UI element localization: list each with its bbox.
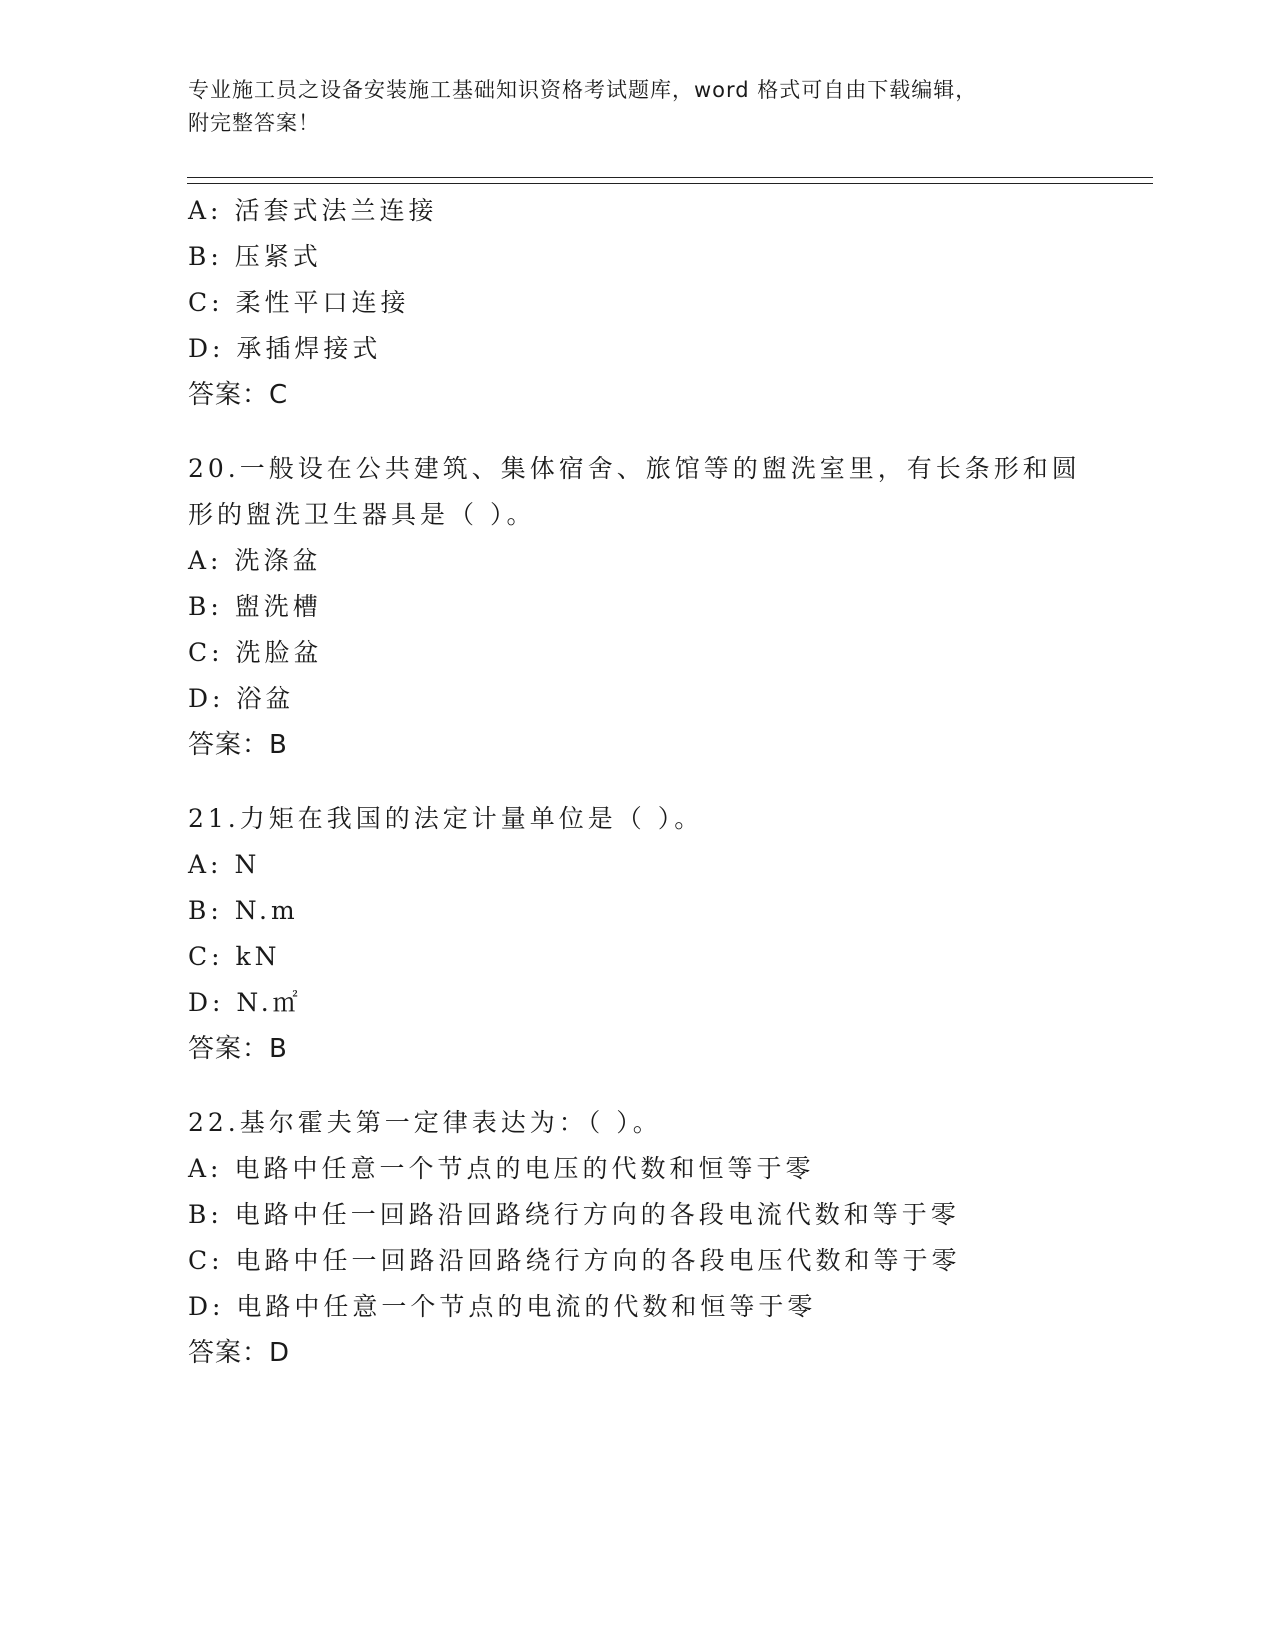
question-block-21 — [188, 796, 1108, 1072]
option-text: 柔性平口连接 — [235, 288, 410, 317]
option-text: N — [234, 850, 261, 879]
option-text: kN — [235, 942, 281, 971]
option-text: 电路中任一回路沿回路绕行方向的各段电压代数和等于零 — [235, 1246, 961, 1275]
option-d: D: 承插焊接式 — [188, 334, 382, 363]
question-stem: 21.力矩在我国的法定计量单位是（ ）。 — [188, 804, 704, 833]
answer: 答案：D — [188, 1338, 291, 1368]
option-a: A: 洗涤盆 — [188, 546, 322, 575]
document-header — [188, 74, 1088, 140]
header-divider-bottom — [187, 183, 1153, 184]
option-b: B: 电路中任一回路沿回路绕行方向的各段电流代数和等于零 — [188, 1200, 960, 1229]
option-text: 承插焊接式 — [236, 334, 382, 363]
option-text: 电路中任一回路沿回路绕行方向的各段电流代数和等于零 — [234, 1200, 960, 1229]
option-d: D: N.㎡ — [188, 988, 302, 1017]
option-text: 电路中任意一个节点的电压的代数和恒等于零 — [234, 1154, 815, 1183]
header-line-2: 附完整答案！ — [188, 111, 320, 135]
header-line-1: 专业施工员之设备安装施工基础知识资格考试题库，word 格式可自由下载编辑， — [188, 78, 978, 102]
option-c: C: 电路中任一回路沿回路绕行方向的各段电压代数和等于零 — [188, 1246, 961, 1275]
option-text: 活套式法兰连接 — [234, 196, 438, 225]
option-d: D: 电路中任意一个节点的电流的代数和恒等于零 — [188, 1292, 817, 1321]
option-text: 压紧式 — [234, 242, 322, 271]
option-a: A: N — [188, 850, 261, 879]
option-c: C: 洗脸盆 — [188, 638, 323, 667]
option-a: A: 电路中任意一个节点的电压的代数和恒等于零 — [188, 1154, 815, 1183]
option-text: 洗涤盆 — [234, 546, 322, 575]
answer: 答案：B — [188, 1034, 288, 1064]
question-stem: 20.一般设在公共建筑、集体宿舍、旅馆等的盥洗室里，有长条形和圆形的盥洗卫生器具是（ ）。 — [188, 454, 1081, 529]
question-stem: 22.基尔霍夫第一定律表达为：（ ）。 — [188, 1108, 662, 1137]
question-block-20 — [188, 446, 1108, 768]
option-b: B: 盥洗槽 — [188, 592, 322, 621]
answer: 答案：B — [188, 730, 288, 760]
answer: 答案：C — [188, 380, 289, 410]
option-text: N.㎡ — [236, 988, 302, 1017]
question-block-22 — [188, 1100, 1108, 1376]
option-text: 洗脸盆 — [235, 638, 323, 667]
option-b: B: N.m — [188, 896, 299, 925]
option-c: C: 柔性平口连接 — [188, 288, 410, 317]
option-text: N.m — [234, 896, 299, 925]
question-block-19 — [188, 188, 1108, 418]
header-divider-top — [187, 177, 1153, 178]
option-text: 电路中任意一个节点的电流的代数和恒等于零 — [236, 1292, 817, 1321]
option-c: C: kN — [188, 942, 281, 971]
option-a: A: 活套式法兰连接 — [188, 196, 438, 225]
option-d: D: 浴盆 — [188, 684, 295, 713]
option-b: B: 压紧式 — [188, 242, 322, 271]
option-text: 浴盆 — [236, 684, 295, 713]
question-list — [188, 188, 1108, 1404]
option-text: 盥洗槽 — [234, 592, 322, 621]
